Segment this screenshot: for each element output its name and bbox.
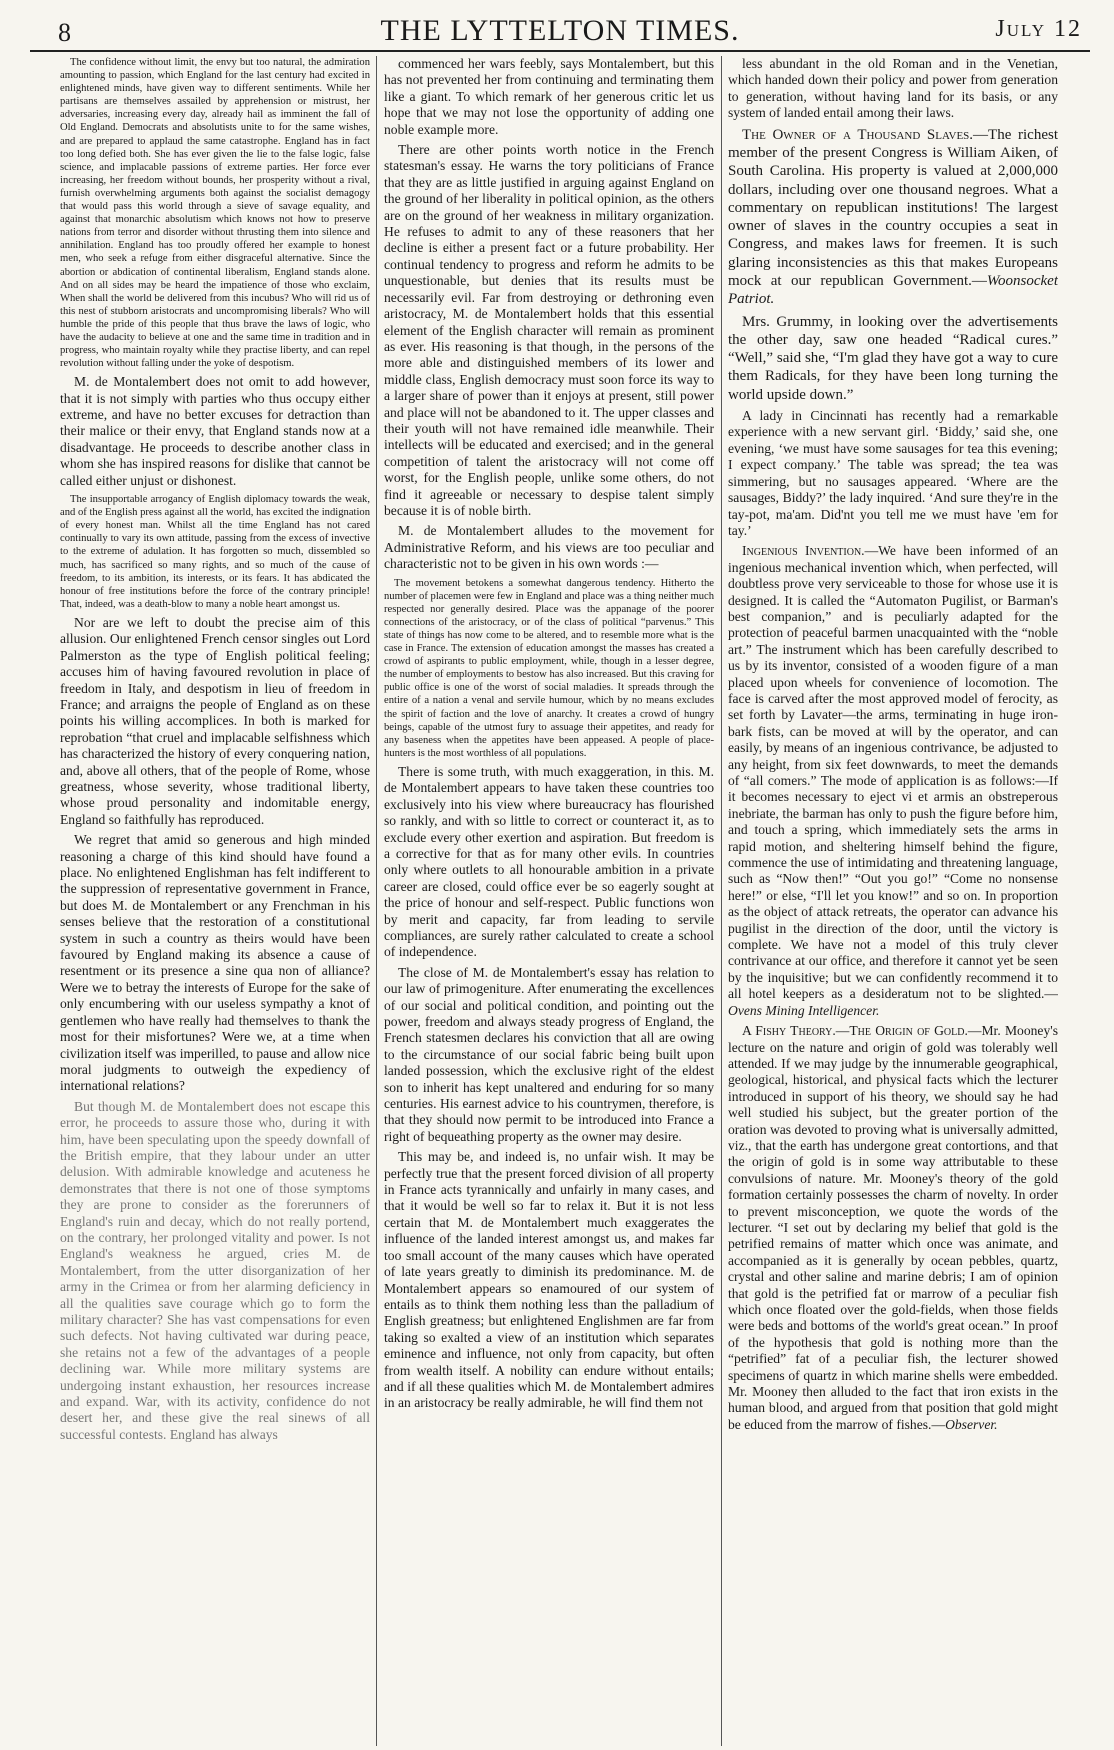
article-paragraph bbox=[384, 142, 714, 519]
article-text: The confidence without limit, the envy but too natural, the admiration amounting to passion, which England for the last century had excited in enlightened minds, have given way to different sentiments. While her partisans are themselves assailed by apprehension or mistrust, her adversaries, increasing every day, already hail as imminent the fall of Old England. Democrats and absolutists unite to for the same wishes, and are prepared to applaud the same catastrophe. England has in fact too long defied both. She has ever given the lie to the false logic, false science, and implacable passions of extreme parties. Her force ever increasing, her freedom without bounds, her prosperity without a rival, furnish overwhelming arguments both against the socialist demagogy that would pass this world through a sieve of savage equality, and against that monarchic absolutism which knows not how to preserve nations from terror and disorder without thrusting them into silence and annihilation. England has too proudly offered her example to honest men, who seek a refuge from either disgraceful alternative. Since the abortion or abdication of continental liberalism, England stands alone. And on all sides may be heard the impatience of those who exclaim, When shall the world be delivered from this incubus? Who will rid us of this nest of stubborn aristocrats and uncompromising liberals? Who will humble the pride of this people that thus brave the laws of logic, who have the audacity to believe at one and the same time in tradition and in progress, who maintain royalty while they practise liberty, and can repel revolution without falling under the yoke of despotism. bbox=[60, 57, 370, 370]
article-paragraph bbox=[728, 543, 1058, 1019]
article-paragraph bbox=[384, 764, 714, 961]
article-text: M. de Montalembert does not omit to add however, that it is not simply with parties who thus occupy either extreme, and have no better excuses for detraction than their malice or their envy, that England stands now at a disadvantage. He proceeds to describe another class in whom she has inspired reasons for dislike that cannot be called either unjust or dishonest. bbox=[60, 374, 370, 488]
article-paragraph bbox=[60, 56, 370, 370]
article-source: Ovens Mining Intelligencer. bbox=[728, 1002, 880, 1018]
column-divider bbox=[721, 56, 722, 1746]
article-paragraph bbox=[384, 1149, 714, 1412]
article-text: —The richest member of the present Congress is William Aiken, of South Carolina. His property is valued at 2,000,000 dollars, including over one thousand negroes. What a commentary on republican institutions! The largest owner of slaves in the country occupies a seat in Congress, and makes laws for freemen. It is such glaring inconsistencies as this that makes Europeans mock at our republican Government.— bbox=[728, 126, 1058, 289]
column-3 bbox=[728, 56, 1058, 1746]
article-source: Woonsocket Patriot. bbox=[728, 273, 1058, 308]
page-number: 8 bbox=[58, 18, 71, 47]
newspaper-title: THE LYTTELTON TIMES. bbox=[380, 14, 740, 47]
article-heading: A Fishy Theory.—The Origin of Gold. bbox=[742, 1023, 968, 1039]
article-paragraph bbox=[384, 965, 714, 1145]
article-text: The close of M. de Montalembert's essay has relation to our law of primogeniture. After enumerating the excellences of our social and political condition, and pointing out the power, freedom and always steady progress of England, the French statesmen declares his conviction that all are owing to the circumstance of our social fabric being built upon landed possession, which the exclusive right of the eldest son to inherit has kept unaltered and enduring for so many centuries. His earnest advice to his countrymen, therefore, is that they should now permit to be introduced into France a right of bequeathing property as the owner may desire. bbox=[384, 964, 714, 1144]
article-paragraph bbox=[384, 577, 714, 760]
issue-date: July 12 bbox=[995, 16, 1082, 42]
article-paragraph bbox=[384, 56, 714, 138]
article-text: M. de Montalembert alludes to the movement for Administrative Reform, and his views are too peculiar and characteristic not to be given in his own words :— bbox=[384, 523, 714, 572]
article-paragraph bbox=[728, 1023, 1058, 1433]
article-text: commenced her wars feebly, says Montalembert, but this has not prevented her from continuing and terminating them like a giant. To which remark of her generous critic let us hope that we may not lose the opportunity of adding one noble example more. bbox=[384, 56, 714, 137]
article-text: less abundant in the old Roman and in the Venetian, which handed down their policy and power from generation to generation, without having land for its basis, or any system of landed entail among their laws. bbox=[728, 56, 1058, 121]
article-paragraph bbox=[60, 1099, 370, 1444]
column-2 bbox=[384, 56, 714, 1746]
article-text: There are other points worth notice in the French statesman's essay. He warns the tory politicians of France that they are as little justified in arguing against England on the ground of her liberality in political opinion, as the others are on the ground of her weakness in military organization. He refuses to admit to any of these reasoners that her decline is either a present fact or a future probability. Her continual tendency to progress and reform he admits to be unquestionable, but denies that its results must be necessarily evil. Far from destroying or dethroning even aristocracy, M. de Montalembert holds that this essential element of the English character will remain as prominent as ever. His reasoning is that though, in the persons of the more able and distinguished members of its lower and middle class, English democracy must soon force its way to a larger share of power than it enjoys at present, still power and place will not be abandoned to it. The upper classes and their youth will not have remained idle meanwhile. Their intellects will be educated and exercised; and in the general competition of talent the aristocracy will not come off worst, for the English people, unlike some others, do not find it agreeable or necessary to despise talent simply because it is of noble birth. bbox=[384, 142, 714, 518]
article-text: The movement betokens a somewhat dangerous tendency. Hitherto the number of placemen were few in England and place was a thing neither much respected nor generally desired. Place was the appanage of the poorer connections of the aristocracy, or of the class of political “parvenus.” This state of things has now come to be altered, and to resemble more what is the case in France. The extension of education amongst the masses has created a crowd of aspirants to public employment, while, though in a lesser degree, the number of employments to bestow has also increased. But this craving for public office is one of the worst of social maladies. It spreads through the entire of a nation a venal and servile humour, which by no means excludes the spirit of faction and the love of anarchy. It creates a crowd of hungry beings, capable of the utmost fury to assuage their appetites, and ready for any baseness when the appetites have been appeased. A people of place-hunters is the most worthless of all populations. bbox=[384, 577, 714, 759]
article-paragraph bbox=[60, 374, 370, 489]
article-paragraph bbox=[60, 493, 370, 611]
article-text: Mrs. Grummy, in looking over the advertisements the other day, saw one headed “Radical cures.” “Well,” said she, “I'm glad they have got a way to cure them Radicals, for they have been long turning the world upside down.” bbox=[728, 313, 1058, 403]
article-text: But though M. de Montalembert does not escape this error, he proceeds to assure those who, during it with him, have been speculating upon the speedy downfall of the British empire, that they labour under an utter delusion. With admirable knowledge and acuteness he demonstrates that there is not one of those symptoms they are prone to consider as the forerunners of England's ruin and decay, which do not really portend, on the contrary, her prolonged vitality and power. Is not England's weakness he argued, cries M. de Montalembert, from the utter disorganization of her army in the Crimea or from her alarming deficiency in all the qualities save courage which go to form the military character? She has vast compensations for even such defects. Not having cultivated war during peace, she retains not a few of the advantages of a people declining war. While more military systems are undergoing instant exhaustion, her resources increase and expand. War, with its activity, confidence do not desert her, and these give the real sinews of all successful contests. England has always bbox=[60, 1098, 370, 1442]
article-text: The insupportable arrogancy of English diplomacy towards the weak, and of the English press against all the world, has excited the indignation of every honest man. Whilst all the time England has not cared continually to vary its own attitude, passing from the excess of invective to the extreme of adulation. It has forgotten so much, dissembled so much, has sacrificed so many rights, and so much of the cause of freedom, to its ambition, its interests, or its fears. It has abdicated the honour of free institutions before the force of the contrary principle! That, indeed, was a death-blow to many a noble heart amongst us. bbox=[60, 494, 370, 610]
masthead bbox=[30, 6, 1090, 52]
article-text: A lady in Cincinnati has recently had a remarkable experience with a new servant girl. ‘Biddy,’ said she, one evening, ‘we must have some sausages for tea this evening; I expect company.’ The table was spread; the tea was simmering, but no sausages appeared. ‘Where are the sausages, Biddy?’ the lady inquired. ‘And sure they're in the tay-pot, ma'am. Did'nt you tell me we must have 'em for tay.’ bbox=[728, 408, 1058, 538]
column-divider bbox=[376, 56, 377, 1746]
article-text: —We have been informed of an ingenious mechanical invention which, when perfected, will doubtless prove very serviceable to those for whose use it is designed. It is called the “Automaton Pugilist, or Barman's best companion,” and is peculiarly adapted for the protection of peaceful barmen unacquainted with the “noble art.” The instrument which has been carefully described to us by its inventor, consisted of a wooden figure of a man placed upon wheels for convenience of locomotion. The face is carved after the most approved model of ferocity, as set forth by Lavater—the arms, terminating in huge iron-bark fists, can be moved at will by the operator, and can easily, by means of an ingenious contrivance, be adjusted to any height, from six feet downwards, to meet the demands of “all comers.” The mode of application is as follows:—If it becomes necessary to eject vi et armis an obstreperous inebriate, the barman has only to push the figure before him, and touch a spring, which immediately sets the arms in rapid motion, and sheltering himself behind the figure, commence the use of intimidating and threatening language, such as “Now then!” “Out you go!” “Come no nonsense here!” or else, “I'll let you know!” and so on. In proportion as the object of attack retreats, the operator can advance his pugilist in the direction of the door, until the victory is complete. We have not a model of this truly clever contrivance at our office, and therefore it cannot yet be seen by the inquisitive; but we can confidently recommend it to all hotel keepers as a desideratum not to be slighted.— bbox=[728, 543, 1058, 1002]
article-text: We regret that amid so generous and high minded reasoning a charge of this kind should have found a place. No enlightened Englishman has felt indifferent to the suppression of representative government in France, but does M. de Montalembert or any Frenchman in his senses believe that the restoration of a constitutional system in such a country as theirs would have been favoured by England making its absence a cause of resentment or its presence a sine qua non of alliance? Were we to betray the interests of Europe for the sake of only encumbering with our useless sympathy a knot of gentlemen who have really had themselves to thank the most for their misfortunes? Were we, at a time when civilization itself was imperilled, to pause and allow nice moral judgments to outweigh the expediency of international relations? bbox=[60, 832, 370, 1094]
article-paragraph bbox=[728, 56, 1058, 122]
article-paragraph bbox=[60, 832, 370, 1095]
article-paragraph bbox=[384, 523, 714, 572]
article-paragraph bbox=[728, 313, 1058, 404]
article-text: There is some truth, with much exaggeration, in this. M. de Montalembert appears to have taken these countries too exclusively into his view where bureaucracy has flourished so rankly, and with so little to correct or counteract it, as to exclude every other exertion and aspiration. But freedom is a corrective for that as for many other evils. In countries only where outlets to all honourable ambition in a private career are closed, could office ever be so eagerly sought at the price of honour and self-respect. Public functions won by merit and capacity, far from leading to servile compliances, are surely rather calculated to create a school of independence. bbox=[384, 763, 714, 960]
article-text: —Mr. Mooney's lecture on the nature and origin of gold was tolerably well attended. If we may judge by the innumerable geographical, geological, historical, and physical facts which the lecturer introduced in support of his theory, we should say he had well studied his subject, but the greater portion of the oration was devoted to proving what is universally admitted, viz., that the earth has undergone great contortions, and that the origin of gold is in some way attributable to these convulsions of nature. Mr. Mooney's theory of the gold formation certainly possesses the charm of novelty. In order to prevent misconception, we quote the words of the lecturer. “I set out by declaring my belief that gold is the petrified remains of matter which once was animate, and accompanied as it is generally by ocean pebbles, quartz, crystal and other saline and marine debris; I am of opinion that gold is the petrified fat or marrow of a peculiar fish which once floated over the gold-fields, when those fields were beds and bottoms of the world's great ocean.” In proof of the hypothesis that gold is nothing more than the “petrified” fat of a peculiar fish, the lecturer showed specimens of quartz in which marine shells were embedded. Mr. Mooney then alluded to the fact that iron exists in the human blood, and argued from that position that gold might be educed from the marrow of fishes.— bbox=[728, 1023, 1058, 1432]
article-paragraph bbox=[728, 408, 1058, 539]
article-text: Nor are we left to doubt the precise aim of this allusion. Our enlightened French censor singles out Lord Palmerston as the type of English political feeling; accuses him of having favoured revolution in place of freedom in Italy, and despotism in lieu of freedom in France; and arraigns the people of England as on these points his willing accomplices. In both is marked for reprobation “that cruel and implacable selfishness which has characterized the history of every conquering nation, and, above all others, that of the people of Rome, whose greatness, whose severity, whose traditional liberty, whose proud personality and indomitable energy, England so faithfully has reproduced. bbox=[60, 614, 370, 827]
article-paragraph bbox=[60, 615, 370, 828]
article-source: Observer. bbox=[945, 1416, 998, 1432]
article-heading: The Owner of a Thousand Slaves. bbox=[742, 126, 974, 143]
column-1 bbox=[60, 56, 370, 1746]
article-text: This may be, and indeed is, no unfair wish. It may be perfectly true that the present forced division of all property in France acts tyrannically and unfairly in many cases, and that it would be well so far to relax it. But it is not less certain that M. de Montalembert much exaggerates the influence of the landed interest amongst us, and makes far too small account of the many causes which have operated of late years greatly to diminish its predominance. M. de Montalembert appears so enamoured of our system of entails as to think them nothing less than the palladium of English greatness; but enlightened Englishmen are far from taking so exalted a view of an institution which separates eminence and influence, not only from capacity, but often from wealth itself. A nobility can endure without entails; and if all these qualities which M. de Montalembert admires in an aristocracy be really admirable, he will find them not bbox=[384, 1149, 714, 1411]
article-paragraph bbox=[728, 126, 1058, 309]
article-heading: Ingenious Invention. bbox=[742, 543, 865, 559]
